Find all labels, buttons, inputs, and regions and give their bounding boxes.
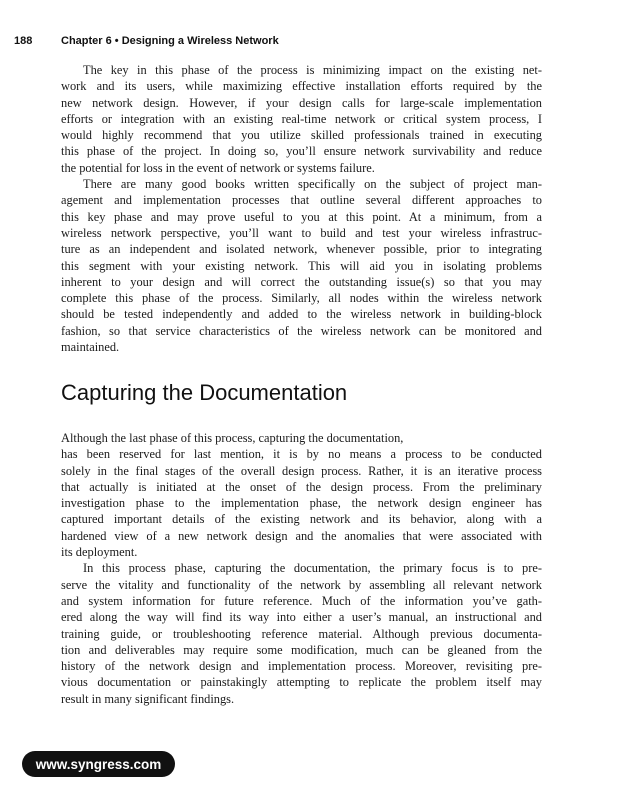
text-line: its deployment. <box>61 545 138 560</box>
text-line: this key phase and may prove useful to you at this point. At a minimum, from a <box>61 209 542 224</box>
text-line: new network design. However, if your design calls for large-scale implementation <box>61 95 542 110</box>
paragraph-intro-1 <box>61 62 542 176</box>
page-number: 188 <box>14 35 33 47</box>
text-line: complete this phase of the process. Similarly, all nodes within the wireless network <box>61 291 542 306</box>
paragraph-doc-2 <box>61 560 542 707</box>
text-line: would highly recommend that you utilize skilled professionals trained in executing <box>61 128 542 143</box>
text-line: fashion, so that service characteristics of the wireless network can be monitored and <box>61 323 542 338</box>
text-line: this phase of the project. In doing so, you’ll ensure network survivability and reduce <box>61 144 542 159</box>
running-title: Chapter 6 • Designing a Wireless Network <box>61 35 279 47</box>
text-line: wireless network perspective, you’ll want to build and test your wireless infrastruc- <box>61 225 542 240</box>
paragraph-doc-1 <box>61 430 542 560</box>
text-line: In this process phase, capturing the documentation, the primary focus is to pre- <box>83 561 542 576</box>
text-line: solely in the final stages of the overall design process. Rather, it is an iterative process <box>61 463 542 478</box>
text-line: ture as an independent and isolated network, whenever possible, prior to integrating <box>61 242 542 257</box>
text-line: has been reserved for last mention, it is by no means a process to be conducted <box>61 447 542 462</box>
section-heading: Capturing the Documentation <box>61 380 348 405</box>
text-line: training guide, or troubleshooting reference material. Although previous documenta- <box>61 626 542 641</box>
text-line: that actually is initiated at the onset of the design process. From the preliminary <box>61 479 542 494</box>
website-badge <box>22 751 175 777</box>
text-line: vious documentation or painstakingly attempting to replicate the problem itself may <box>61 675 542 690</box>
paragraph-intro-2 <box>61 176 542 355</box>
text-line: this segment with your existing network. This will aid you in isolating problems <box>61 258 542 273</box>
text-line: the potential for loss in the event of network or systems failure. <box>61 160 375 175</box>
text-line: There are many good books written specifically on the subject of project man- <box>83 177 542 192</box>
section-documentation <box>61 430 542 707</box>
text-line: serve the vitality and functionality of the network by assembling all relevant network <box>61 577 542 592</box>
text-line: ered along the way will find its way into either a user’s manual, an instructional and <box>61 610 542 625</box>
text-line: hardened view of a new network design and the anomalies that were associated with <box>61 528 542 543</box>
running-header <box>14 35 279 47</box>
text-line: The key in this phase of the process is minimizing impact on the existing net- <box>83 63 542 77</box>
text-line: should be tested independently and added to the wireless network in building-block <box>61 307 542 322</box>
text-line: captured important details of the existing network and its behavior, along with a <box>61 512 542 527</box>
section-intro <box>61 62 542 355</box>
text-line: efforts or integration with an existing real-time network or critical system process, I <box>61 111 542 126</box>
text-line: result in many significant findings. <box>61 691 235 706</box>
text-line: tion and deliverables may require some modification, much can be gleaned from the <box>61 642 542 657</box>
text-line: maintained. <box>61 340 120 355</box>
text-line: and system information for future reference. Much of the information you’ve gath- <box>61 593 542 608</box>
text-line: work and its users, while maximizing effective installation efforts required by the <box>61 79 542 94</box>
website-url: www.syngress.com <box>35 756 162 772</box>
text-line: investigation phase to the implementation phase, the network design engineer has <box>61 496 542 511</box>
text-line: history of the network design and implementation process. Moreover, revisiting pre- <box>61 659 542 674</box>
text-line: Although the last phase of this process, capturing the documentation, <box>61 431 404 445</box>
text-line: agement and implementation processes that outline several different approaches to <box>61 193 542 208</box>
text-line: inherent to your design and will correct the outstanding issue(s) so that you may <box>61 274 542 289</box>
